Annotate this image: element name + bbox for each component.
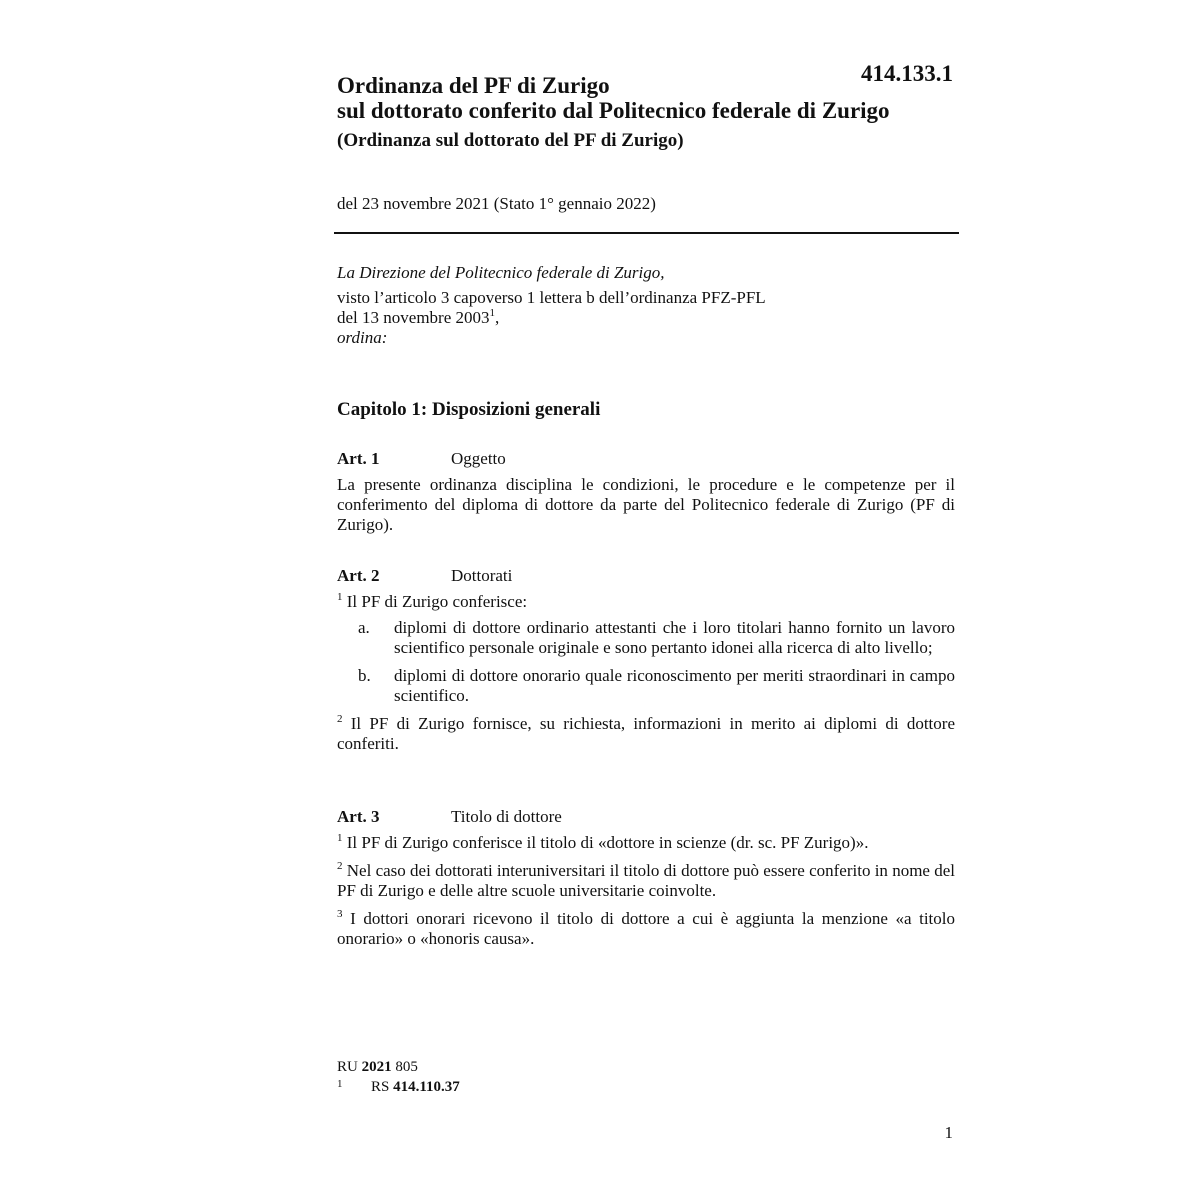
preamble bbox=[337, 263, 957, 348]
article-heading bbox=[337, 447, 955, 471]
title-line-2: sul dottorato conferito dal Politecnico federale di Zurigo bbox=[337, 98, 890, 123]
article-paragraph-1 bbox=[337, 592, 955, 612]
paragraph-number: 1 bbox=[337, 591, 343, 603]
article-paragraph: La presente ordinanza disciplina le condizioni, le procedure e le competenze per il conferimento del diploma di dottore da parte del Politecnico federale di Zurigo (PF di Zurigo). bbox=[337, 475, 955, 534]
preamble-basis-line-2 bbox=[337, 308, 957, 328]
article-number: Art. 2 bbox=[337, 566, 380, 585]
article-3 bbox=[337, 805, 955, 949]
article-heading bbox=[337, 805, 955, 829]
preamble-ordina: ordina: bbox=[337, 328, 388, 347]
paragraph-text: Il PF di Zurigo fornisce, su richiesta, informazioni in merito ai diplomi di dottore conferiti. bbox=[337, 714, 955, 753]
paragraph-number: 1 bbox=[337, 832, 343, 844]
ru-reference bbox=[337, 1057, 460, 1077]
article-title: Dottorati bbox=[451, 566, 513, 585]
article-title: Titolo di dottore bbox=[451, 807, 562, 826]
article-title: Oggetto bbox=[451, 449, 506, 468]
paragraph-text: I dottori onorari ricevono il titolo di dottore a cui è aggiunta la menzione «a titolo onorario» o «honoris causa». bbox=[337, 909, 955, 948]
paragraph-number: 2 bbox=[337, 860, 343, 872]
paragraph-text: Nel caso dei dottorati interuniversitari il titolo di dottore può essere conferito in nome del PF di Zurigo e delle altre scuole universitarie coinvolte. bbox=[337, 861, 955, 900]
preamble-basis-line-1: visto l’articolo 3 capoverso 1 lettera b dell’ordinanza PFZ-PFL bbox=[337, 288, 766, 307]
preamble-basis-comma: , bbox=[495, 308, 500, 327]
paragraph-number: 2 bbox=[337, 713, 343, 725]
paragraph-text: Il PF di Zurigo conferisce il titolo di «dottore in scienze (dr. sc. PF Zurigo)». bbox=[342, 833, 869, 852]
preamble-authority: La Direzione del Politecnico federale di Zurigo, bbox=[337, 263, 665, 282]
ru-prefix: RU bbox=[337, 1059, 362, 1075]
page-footer bbox=[337, 1057, 460, 1097]
list-item bbox=[337, 618, 955, 658]
page-number: 1 bbox=[944, 1123, 953, 1142]
title-line-1: Ordinanza del PF di Zurigo bbox=[337, 73, 610, 98]
header-divider bbox=[334, 232, 959, 234]
preamble-basis-date: del 13 novembre 2003 bbox=[337, 308, 490, 327]
chapter-heading: Capitolo 1: Disposizioni generali bbox=[337, 399, 601, 420]
sr-number: 414.133.1 bbox=[861, 61, 953, 86]
letter-list bbox=[337, 618, 955, 706]
paragraph-text: Il PF di Zurigo conferisce: bbox=[342, 592, 528, 611]
list-marker: b. bbox=[358, 666, 371, 685]
footnote-reference[interactable]: 414.110.37 bbox=[393, 1079, 460, 1095]
article-2 bbox=[337, 564, 955, 754]
article-heading bbox=[337, 564, 955, 588]
footnote-marker: 1 bbox=[337, 1078, 343, 1090]
footnote-1 bbox=[337, 1077, 460, 1097]
list-marker: a. bbox=[358, 618, 370, 637]
article-paragraph-2 bbox=[337, 714, 955, 754]
article-number: Art. 3 bbox=[337, 807, 380, 826]
paragraph-number: 3 bbox=[337, 908, 343, 920]
ru-page: 805 bbox=[391, 1059, 418, 1075]
list-item-text: diplomi di dottore onorario quale riconoscimento per meriti straordinari in campo scientifico. bbox=[394, 666, 955, 705]
list-item-text: diplomi di dottore ordinario attestanti che i loro titolari hanno fornito un lavoro scientifico personale originale e sono pertanto idonei alla ricerca di alto livello; bbox=[394, 618, 955, 657]
date-line: del 23 novembre 2021 (Stato 1° gennaio 2022) bbox=[337, 194, 656, 213]
title-block bbox=[337, 73, 957, 153]
article-paragraph-3 bbox=[337, 909, 955, 949]
list-item bbox=[337, 666, 955, 706]
short-title: (Ordinanza sul dottorato del PF di Zurigo) bbox=[337, 130, 684, 151]
article-paragraph-1 bbox=[337, 833, 955, 853]
article-1 bbox=[337, 447, 955, 535]
article-paragraph-2 bbox=[337, 861, 955, 901]
article-number: Art. 1 bbox=[337, 449, 380, 468]
footnote-prefix: RS bbox=[371, 1079, 394, 1095]
footnote-ref-1[interactable]: 1 bbox=[489, 307, 495, 319]
ru-year: 2021 bbox=[361, 1059, 392, 1075]
footnote-text bbox=[337, 1079, 460, 1095]
